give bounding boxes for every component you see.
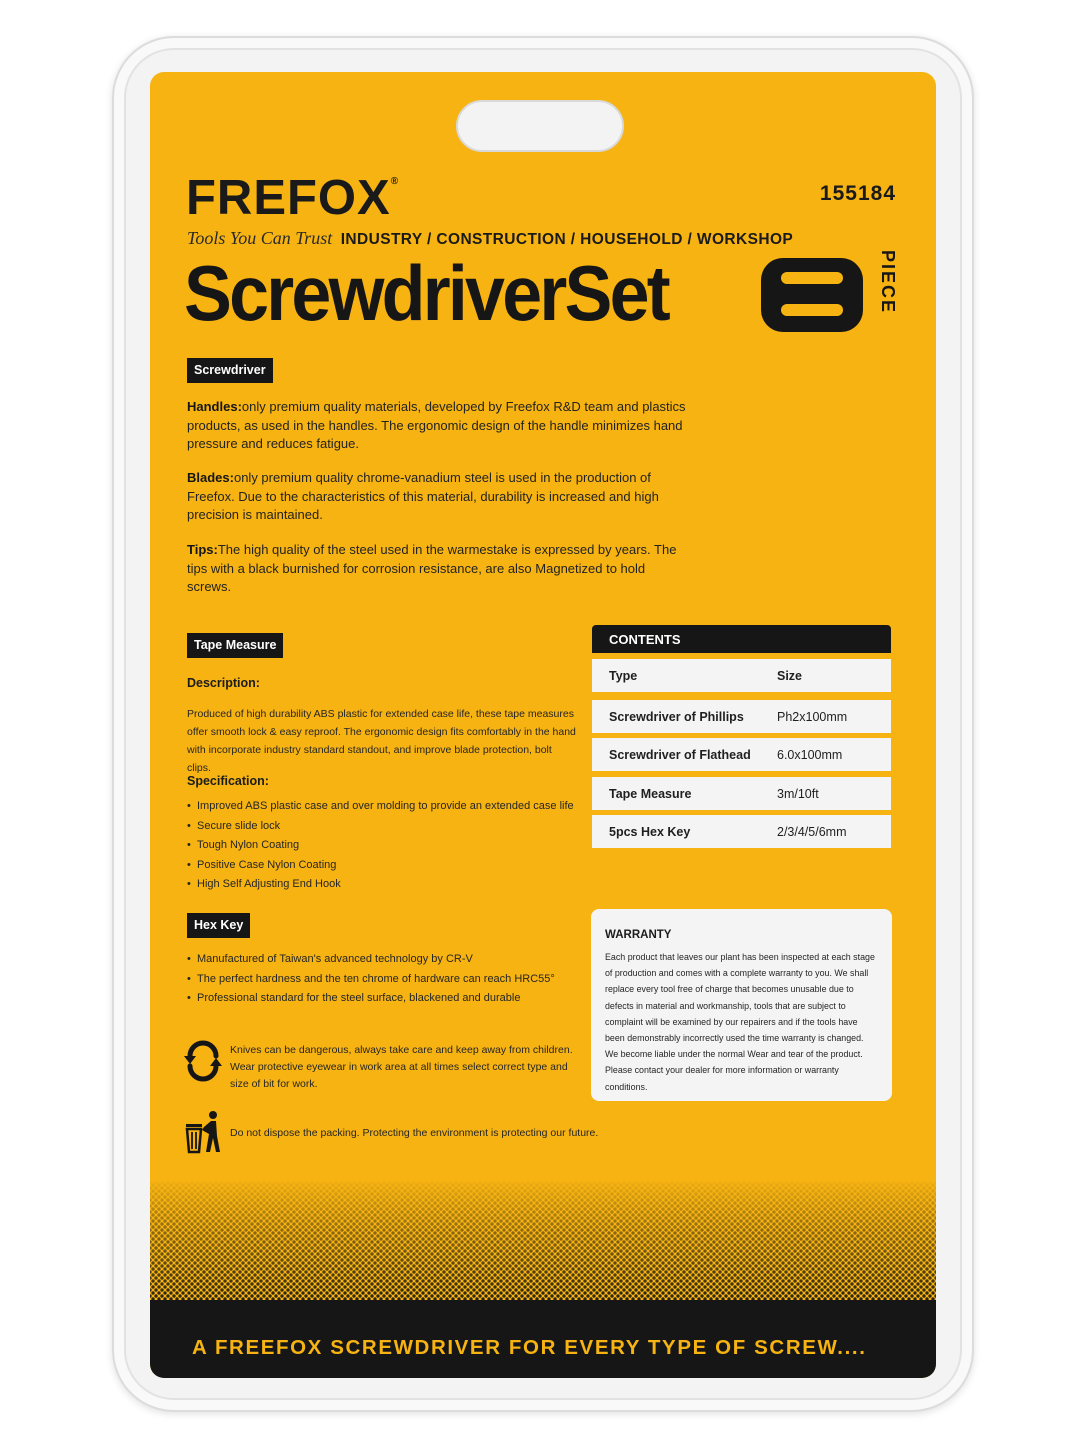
warranty-text: Each product that leaves our plant has been inspected at each stage of production and comes with a complete warranty to you. We shall replace every tool free of charge that becomes unusable due to defects in material and workmanship, tools that are subject to complaint will be examined by our repairers and if the tools have been demonstrably incorrectly used the time warranty is changed. We become liable under the normal Wear and tear of the product. Please contact your dealer for more information or warranty conditions. [605, 952, 875, 1092]
description-text: Produced of high durability ABS plastic for extended case life, these tape measures offer smooth lock & easy reproof. The ergonomic design fits comfortably in the hand with incorporate industry standard standout, and improve blade protection, bolt clips. [187, 708, 576, 774]
blades-paragraph [187, 469, 687, 525]
tips-title: Tips: [187, 542, 218, 557]
contents-header-row [592, 659, 891, 692]
tagline-row [187, 228, 793, 249]
brand-logo [186, 170, 399, 226]
categories: INDUSTRY / CONSTRUCTION / HOUSEHOLD / WORKSHOP [340, 231, 794, 248]
contents-header-size: Size [777, 668, 803, 683]
contents-row [592, 777, 891, 810]
sku-number: 155184 [819, 182, 896, 205]
section-label-screwdriver: Screwdriver [187, 358, 273, 383]
contents-header-type: Type [609, 668, 638, 683]
description-heading: Description: [187, 676, 260, 690]
warranty-title: WARRANTY [605, 929, 672, 941]
contents-type: Screwdriver of Flathead [609, 747, 751, 762]
tips-paragraph [187, 541, 687, 597]
specification-heading: Specification: [187, 774, 269, 788]
spec-item: • High Self Adjusting End Hook [187, 875, 607, 895]
tagline: Tools You Can Trust [187, 228, 333, 248]
hex-item: • The perfect hardness and the ten chrome of hardware can reach HRC55° [187, 970, 607, 990]
safety-notice: Knives can be dangerous, always take care and keep away from children. Wear protective eyewear in work area at all times select correct type and size of bit for work. [230, 1044, 573, 1090]
contents-type: 5pcs Hex Key [609, 824, 691, 839]
hex-item: • Professional standard for the steel surface, blackened and durable [187, 989, 607, 1009]
contents-size: Ph2x100mm [777, 709, 848, 724]
contents-title: CONTENTS [592, 625, 891, 653]
spec-item: • Improved ABS plastic case and over molding to provide an extended case life [187, 797, 607, 817]
piece-label: PIECE [878, 250, 898, 315]
safety-circle-arrows-icon [184, 1038, 222, 1082]
handles-paragraph [187, 398, 687, 454]
registered-mark: ® [390, 176, 400, 187]
contents-type: Screwdriver of Phillips [609, 709, 744, 724]
handles-title: Handles: [187, 399, 242, 414]
warranty-box [591, 909, 892, 1101]
eight-numeral [755, 254, 869, 336]
footer-slogan: A FREEFOX SCREWDRIVER FOR EVERY TYPE OF SCREW.... [192, 1336, 867, 1359]
contents-type: Tape Measure [609, 786, 692, 801]
hang-hole [456, 100, 624, 152]
contents-size: 6.0x100mm [777, 747, 843, 762]
product-title: ScrewdriverSet [184, 249, 668, 337]
trash-bin-person-icon [184, 1110, 222, 1154]
spec-item: • Positive Case Nylon Coating [187, 856, 607, 876]
hex-key-list [187, 950, 607, 1009]
blades-text: only premium quality chrome-vanadium steel is used in the production of Freefox. Due to the characteristics of this material, durability is increased and high precision is maintained. [187, 470, 659, 522]
spec-item: • Secure slide lock [187, 817, 607, 837]
contents-size: 2/3/4/5/6mm [777, 824, 847, 839]
hex-item: • Manufactured of Taiwan's advanced technology by CR-V [187, 950, 607, 970]
product-card [150, 72, 936, 1378]
spec-item: • Tough Nylon Coating [187, 836, 607, 856]
handles-text: only premium quality materials, developed by Freefox R&D team and plastics products, as used in the handles. The ergonomic design of the handle minimizes hand pressure and reduces fatigue. [187, 399, 686, 451]
contents-row [592, 700, 891, 733]
tips-text: The high quality of the steel used in the warmestake is expressed by years. The tips with a black burnished for corrosion resistance, are also Magnetized to hold screws. [187, 542, 677, 594]
environment-notice: Do not dispose the packing. Protecting the environment is protecting our future. [230, 1127, 599, 1139]
brand-name: FREFOX [186, 171, 391, 225]
contents-row [592, 738, 891, 771]
halftone-pattern [150, 1182, 936, 1312]
contents-row [592, 815, 891, 848]
blades-title: Blades: [187, 470, 234, 485]
section-label-tape-measure: Tape Measure [187, 633, 283, 658]
specification-list [187, 797, 607, 895]
section-label-hex-key: Hex Key [187, 913, 250, 938]
contents-size: 3m/10ft [777, 786, 819, 801]
